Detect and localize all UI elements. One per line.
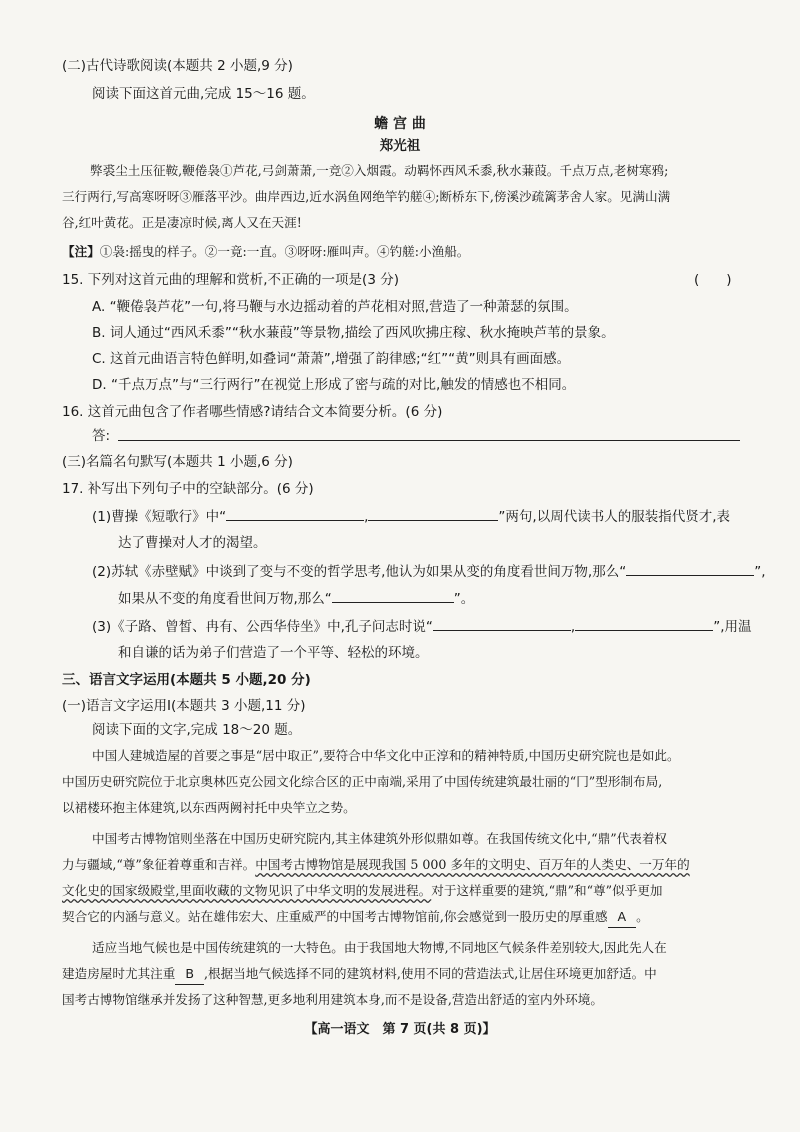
- poem-title: 蟾 宫 曲: [374, 116, 426, 132]
- q17-blank-1b[interactable]: [368, 506, 498, 521]
- q17-item-1-cont: 达了曹操对人才的渴望。: [118, 535, 267, 551]
- q17-item-3: [92, 616, 752, 637]
- poem-line-1: 弊裘尘土压征鞍,鞭倦袅①芦花,弓剑萧萧,一竞②入烟霞。动羁怀西风禾黍,秋水蒹葭。千点万点,老树寒鸦;: [90, 163, 669, 178]
- para3-line-2-text-a: 建造房屋时尤其注重: [62, 966, 176, 981]
- para2-wavy-underline-1: 中国考古博物馆是展现我国 5 000 多年的文明史、百万年的人类史、一万年的: [255, 857, 690, 872]
- para3-line-2-text-b: ,根据当地气候选择不同的建筑材料,使用不同的营造法式,让居住环境更加舒适。中: [203, 966, 657, 981]
- para2-line-4-text: 契合它的内涵与意义。站在雄伟宏大、庄重威严的中国考古博物馆前,你会感觉到一股历史的厚重感: [62, 909, 608, 924]
- para2-line-2: [62, 855, 690, 875]
- section-heading-poetry: (二)古代诗歌阅读(本题共 2 小题,9 分): [62, 58, 293, 74]
- q17-item-1-text-c: ”两句,以周代读书人的服装指代贤才,表: [498, 509, 730, 525]
- para2-line-3: [62, 881, 663, 901]
- q17-item-2: [92, 561, 766, 582]
- q16-answer-label: 答:: [92, 428, 111, 444]
- q17-blank-3b[interactable]: [575, 616, 713, 631]
- q17-item-2-text-b: ”,: [754, 564, 766, 580]
- q16-stem: 16. 这首元曲包含了作者哪些情感?请结合文本简要分析。(6 分): [62, 404, 443, 420]
- q17-stem: 17. 补写出下列句子中的空缺部分。(6 分): [62, 481, 314, 497]
- q17-blank-3a[interactable]: [433, 616, 571, 631]
- q15-option-b: B. 词人通过“西风禾黍”“秋水蒹葭”等景物,描绘了西风吹拂庄稼、秋水掩映芦苇的景象。: [92, 325, 615, 341]
- q17-item-2-cont-text: 如果从不变的角度看世间万物,那么“: [118, 591, 332, 607]
- para2-wavy-underline-2: 文化史的国家级殿堂,里面收藏的文物见识了中华文明的发展进程。: [62, 883, 432, 898]
- para2-line-4: [62, 907, 649, 928]
- para2-line-3-text: 对于这样重要的建筑,“鼎”和“尊”似乎更加: [431, 883, 663, 898]
- q17-item-3-cont: 和自谦的话为弟子们营造了一个平等、轻松的环境。: [118, 645, 429, 661]
- section-heading-dictation: (三)名篇名句默写(本题共 1 小题,6 分): [62, 454, 293, 470]
- part3-heading: 三、语言文字运用(本题共 5 小题,20 分): [62, 672, 311, 688]
- q17-item-2-cont-end: ”。: [453, 591, 475, 607]
- para3-line-1: 适应当地气候也是中国传统建筑的一大特色。由于我国地大物博,不同地区气候条件差别较大,因此先人在: [92, 940, 667, 955]
- para3-line-3: 国考古博物馆继承并发扬了这种智慧,更多地利用建筑本身,而不是设备,营造出舒适的室内外环境。: [62, 992, 603, 1007]
- q17-item-3-comma: ,: [570, 619, 576, 635]
- q15-option-d: D. “千点万点”与“三行两行”在视觉上形成了密与疏的对比,触发的情感也不相同。: [92, 377, 576, 393]
- q17-item-1: [92, 506, 730, 527]
- poem-author: 郑光祖: [379, 138, 421, 154]
- note-text: ①袅:摇曳的样子。②一竟:一直。③呀呀:雁叫声。④钓艖:小渔船。: [99, 244, 470, 259]
- q17-item-3-text-c: ”,用温: [713, 619, 752, 635]
- part3-sub-heading: (一)语言文字运用Ⅰ(本题共 3 小题,11 分): [62, 698, 306, 714]
- q16-answer-line[interactable]: [118, 440, 740, 441]
- page-footer: 【高一语文 第 7 页(共 8 页)】: [304, 1022, 496, 1037]
- q15-stem: 15. 下列对这首元曲的理解和赏析,不正确的一项是(3 分): [62, 272, 399, 288]
- note-label: 【注】: [62, 244, 100, 259]
- para3-line-2: [62, 964, 657, 985]
- part3-instruction: 阅读下面的文字,完成 18～20 题。: [92, 722, 302, 738]
- para1-line-2: 中国历史研究院位于北京奥林匹克公园文化综合区的正中南端,采用了中国传统建筑最壮丽的“冂”型形制布局,: [62, 774, 663, 789]
- poem-line-3: 谷,红叶黄花。正是凄凉时候,离人又在天涯!: [62, 215, 302, 230]
- para2-line-1: 中国考古博物馆则坐落在中国历史研究院内,其主体建筑外形似鼎如尊。在我国传统文化中,“鼎”代表着权: [92, 831, 668, 846]
- q17-item-3-text-a: (3)《子路、曾皙、冉有、公西华侍坐》中,孔子问志时说“: [92, 619, 433, 635]
- blank-b[interactable]: B: [175, 964, 204, 985]
- para2-line-4-end: 。: [636, 909, 649, 924]
- q17-item-1-comma: ,: [364, 509, 369, 525]
- q17-blank-2b[interactable]: [332, 588, 454, 603]
- para1-line-1: 中国人建城造屋的首要之事是“居中取正”,要符合中华文化中正淳和的精神特质,中国历史研究院也是如此。: [92, 748, 680, 763]
- q17-blank-2a[interactable]: [626, 561, 754, 576]
- poetry-instruction: 阅读下面这首元曲,完成 15～16 题。: [92, 86, 315, 102]
- q17-item-2-cont: [118, 588, 474, 609]
- q17-item-2-text-a: (2)苏轼《赤壁赋》中谈到了变与不变的哲学思考,他认为如果从变的角度看世间万物,那么“: [92, 564, 627, 580]
- blank-a[interactable]: A: [608, 907, 637, 928]
- poem-note: [62, 242, 469, 262]
- para1-line-3: 以裙楼环抱主体建筑,以东西两阙衬托中央竿立之势。: [62, 800, 356, 815]
- q15-answer-bracket[interactable]: ( ): [694, 272, 732, 288]
- poem-line-2: 三行两行,写高寒呀呀③雁落平沙。曲岸西边,近水涡鱼网绝竿钓艖④;断桥东下,傍溪沙疏篱茅舍人家。见满山满: [62, 189, 671, 204]
- para2-line-2-text: 力与疆域,“尊”象征着尊重和吉祥。: [62, 857, 256, 872]
- q15-option-c: C. 这首元曲语言特色鲜明,如叠词“萧萧”,增强了韵律感;“红”“黄”则具有画面感。: [92, 351, 571, 367]
- q17-item-1-text-a: (1)曹操《短歌行》中“: [92, 509, 227, 525]
- q17-blank-1a[interactable]: [226, 506, 364, 521]
- q15-option-a: A. “鞭倦袅芦花”一句,将马鞭与水边摇动着的芦花相对照,营造了一种萧瑟的氛围。: [92, 299, 578, 315]
